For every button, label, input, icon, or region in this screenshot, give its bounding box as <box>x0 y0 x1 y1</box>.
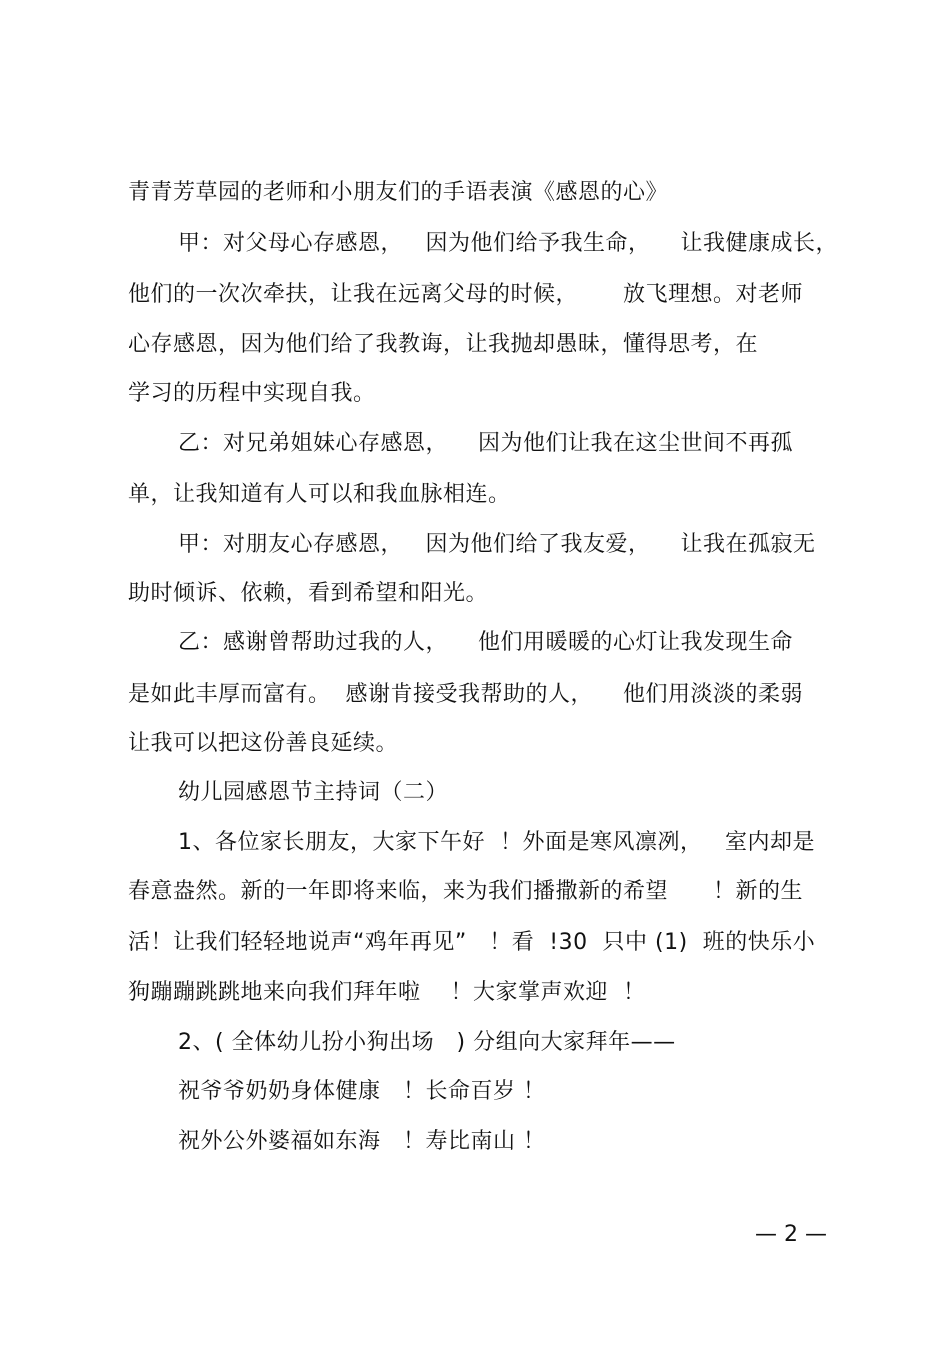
text-line-1: 青青芳草园的老师和小朋友们的手语表演《感恩的心》 <box>128 180 669 205</box>
text-line-3: 他们的一次次牵扶，让我在远离父母的时候， 放飞理想。对老师 <box>128 282 803 307</box>
text-line-14: 1、各位家长朋友，大家下午好 ！外面是寒风凛冽， 室内却是 <box>178 830 815 855</box>
text-line-11: 是如此丰厚而富有。 感谢肯接受我帮助的人， 他们用淡淡的柔弱 <box>128 682 803 707</box>
text-line-4: 心存感恩，因为他们给了我教诲，让我抛却愚昧，懂得思考，在 <box>128 332 759 357</box>
text-line-7: 单，让我知道有人可以和我血脉相连。 <box>128 482 511 507</box>
text-line-8: 甲：对朋友心存感恩， 因为他们给了我友爱， 让我在孤寂无 <box>178 532 816 557</box>
text-line-12: 让我可以把这份善良延续。 <box>128 731 399 756</box>
text-line-16: 活！让我们轻轻地说声“鸡年再见” ！看 !30 只中 (1) 班的快乐小 <box>128 930 816 955</box>
text-line-18: 2、( 全体幼儿扮小狗出场 ) 分组向大家拜年—— <box>178 1030 676 1055</box>
text-line-6: 乙：对兄弟姐妹心存感恩， 因为他们让我在这尘世间不再孤 <box>178 431 793 456</box>
text-line-9: 助时倾诉、依赖，看到希望和阳光。 <box>128 581 489 606</box>
text-line-17: 狗蹦蹦跳跳地来向我们拜年啦 ！大家掌声欢迎 ！ <box>128 980 646 1005</box>
text-line-20: 祝外公外婆福如东海 ！寿比南山 ！ <box>178 1129 546 1154</box>
page-number: — 2 — <box>755 1222 827 1247</box>
text-line-5: 学习的历程中实现自我。 <box>128 381 376 406</box>
text-line-10: 乙：感谢曾帮助过我的人， 他们用暖暖的心灯让我发现生命 <box>178 630 793 655</box>
text-line-2: 甲：对父母心存感恩， 因为他们给予我生命， 让我健康成长， <box>178 231 838 256</box>
section-heading: 幼儿园感恩节主持词（二） <box>178 780 449 805</box>
text-line-15: 春意盎然。新的一年即将来临，来为我们播撒新的希望 ！新的生 <box>128 879 803 904</box>
text-line-19: 祝爷爷奶奶身体健康 ！长命百岁 ！ <box>178 1079 546 1104</box>
